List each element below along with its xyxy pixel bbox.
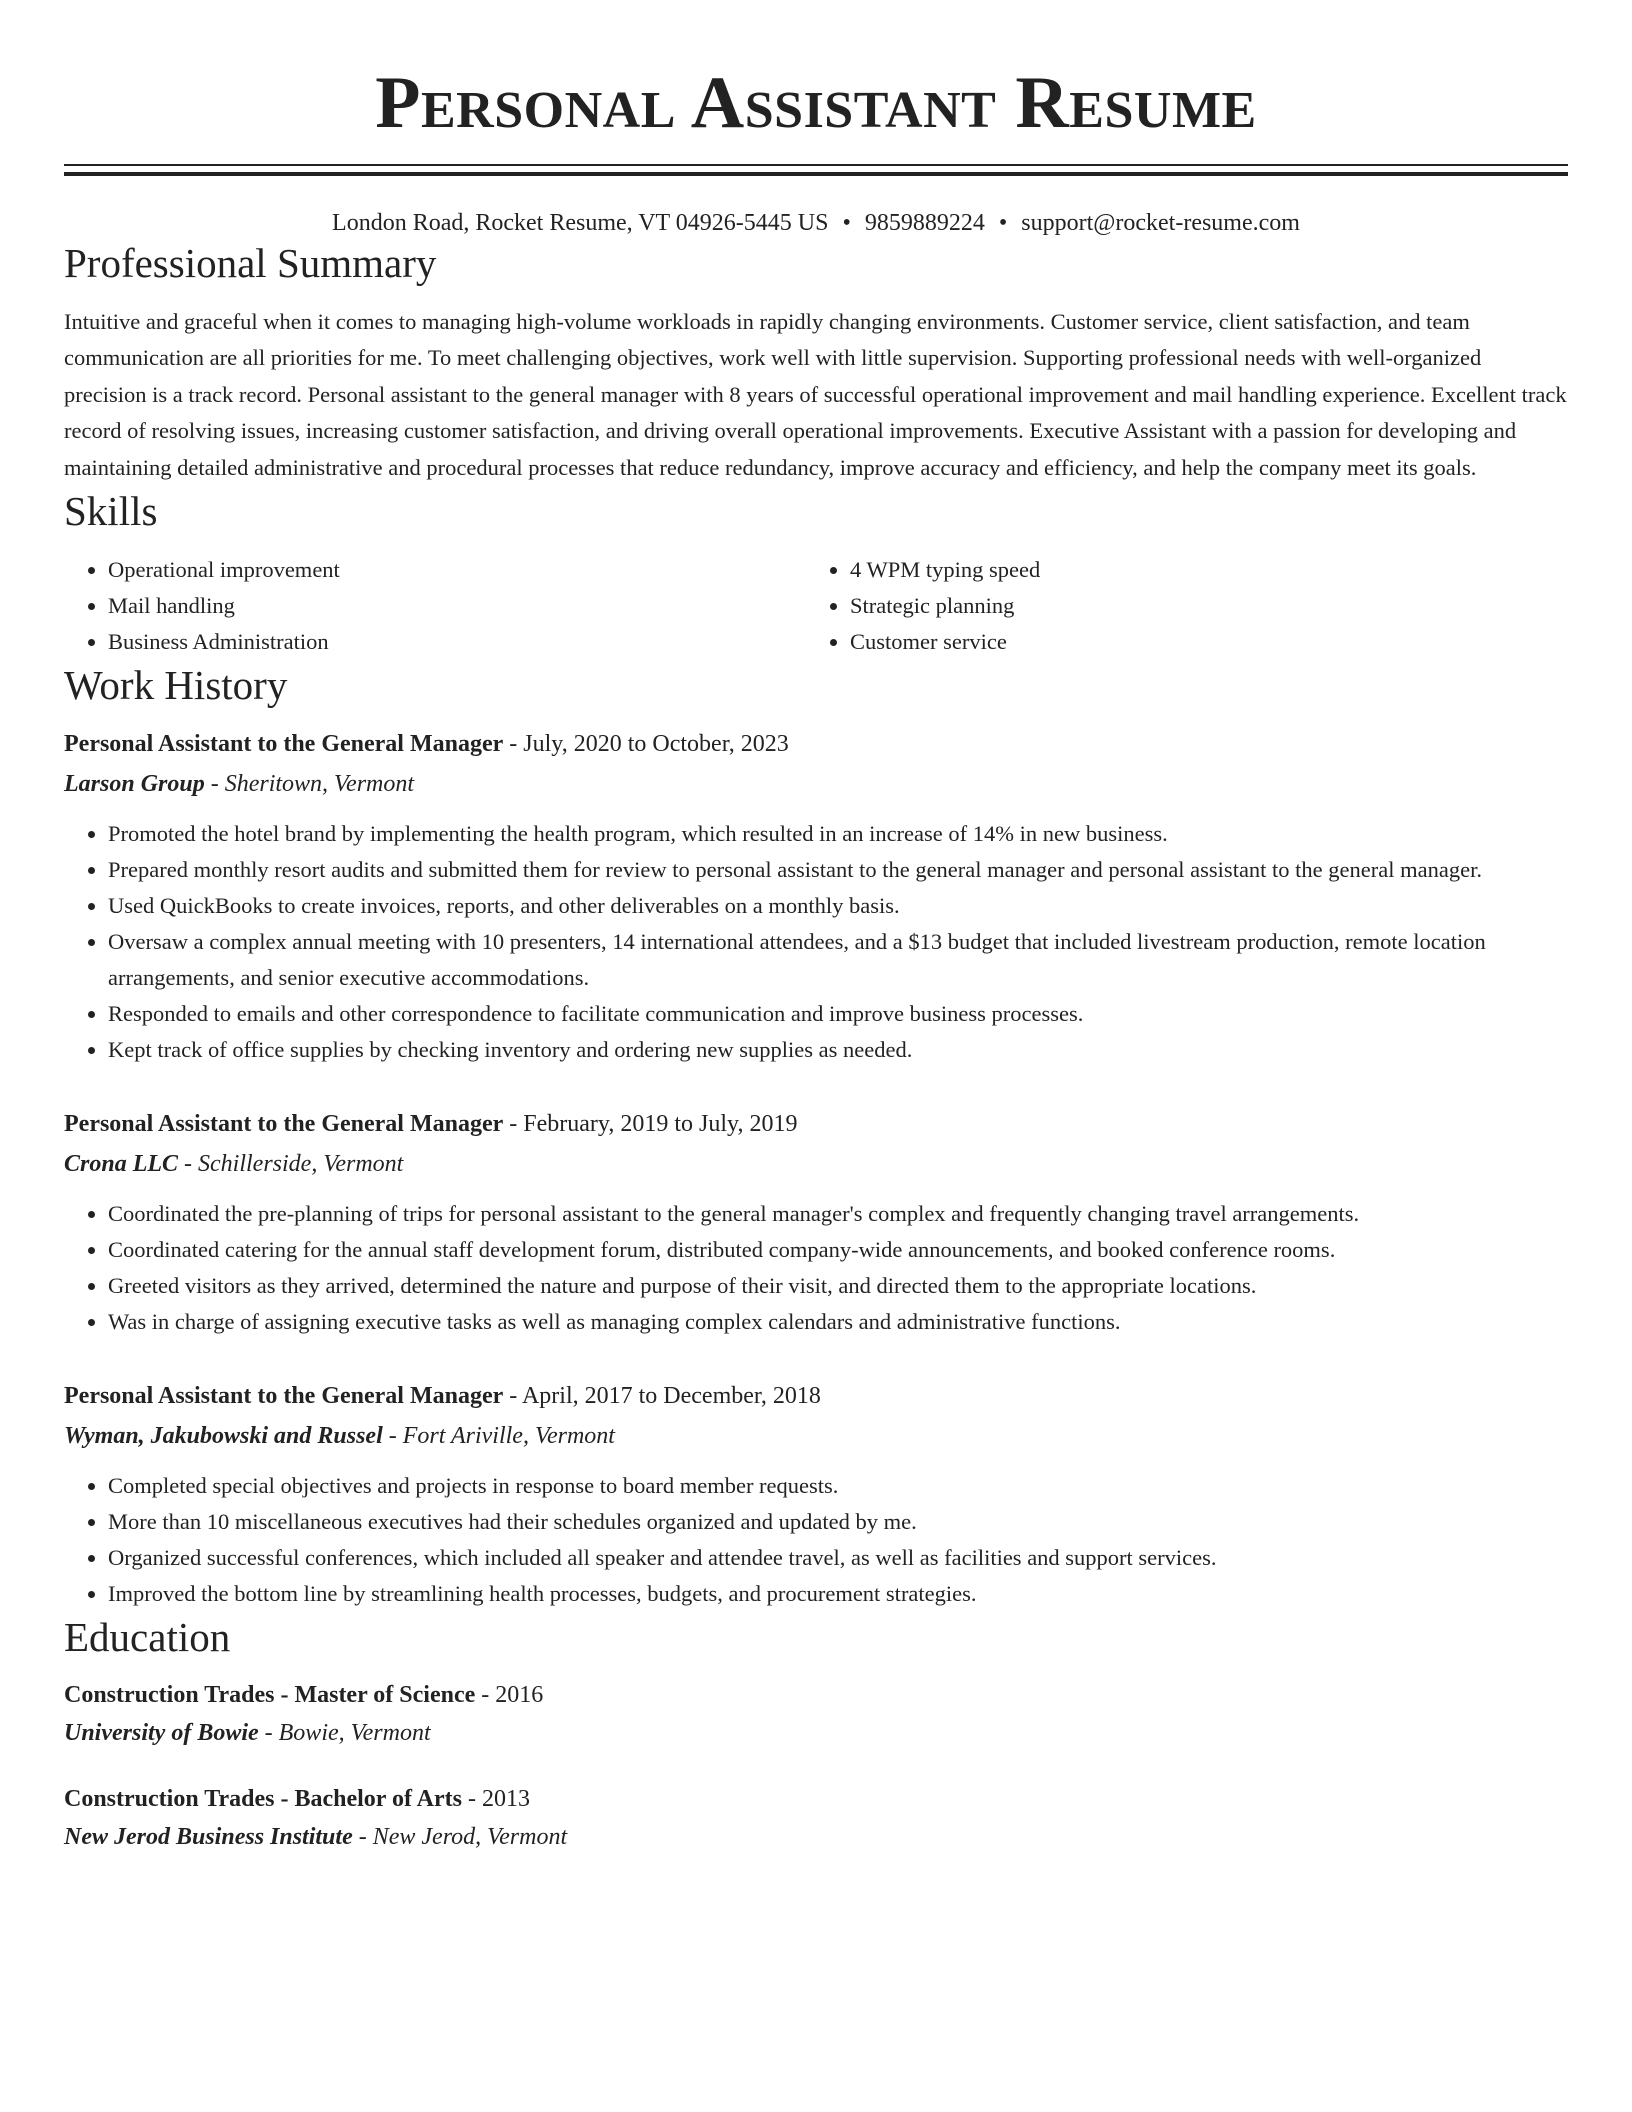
job-role: Personal Assistant to the General Manager xyxy=(64,1111,504,1138)
school-location: - New Jerod, Vermont xyxy=(352,1824,568,1851)
job-bullet: • Was in charge of assigning executive tasks as well as managing complex calendars and administrative functions. xyxy=(108,1304,1568,1340)
contact-phone: 9859889224 xyxy=(864,210,985,236)
job-location: - Fort Ariville, Vermont xyxy=(382,1423,615,1450)
skills-grid xyxy=(64,552,1568,660)
job-bullets xyxy=(64,1468,1568,1612)
degree-year: - 2016 xyxy=(475,1682,544,1709)
job-bullet: • Coordinated the pre-planning of trips for personal assistant to the general manager's complex and frequently changing travel arrangements. xyxy=(108,1196,1568,1232)
job-dates: - April, 2017 to December, 2018 xyxy=(503,1383,821,1410)
job-bullet: • Promoted the hotel brand by implementing the health program, which resulted in an increase of 14% in new business. xyxy=(108,816,1568,852)
summary-heading: Professional Summary xyxy=(64,240,437,286)
degree-name: Construction Trades - Master of Science xyxy=(64,1682,476,1709)
degree-line xyxy=(64,1676,1568,1714)
job-bullet: • Kept track of office supplies by checking inventory and ordering new supplies as needed. xyxy=(108,1032,1568,1068)
job-entry xyxy=(64,1104,1568,1340)
degree-name: Construction Trades - Bachelor of Arts xyxy=(64,1786,462,1813)
education-entry xyxy=(64,1780,1568,1856)
job-location: - Schillerside, Vermont xyxy=(178,1151,404,1178)
job-bullet: • Responded to emails and other correspondence to facilitate communication and improve business processes. xyxy=(108,996,1568,1032)
work-history-heading: Work History xyxy=(64,662,288,709)
job-bullet: • Completed special objectives and projects in response to board member requests. xyxy=(108,1468,1568,1504)
job-title-line xyxy=(64,724,1568,764)
job-entry xyxy=(64,1376,1568,1612)
job-bullets xyxy=(64,1196,1568,1340)
school-name: University of Bowie xyxy=(64,1720,259,1747)
contact-separator: • xyxy=(842,210,851,236)
job-entry xyxy=(64,724,1568,1068)
school-line xyxy=(64,1714,1568,1752)
title-double-rule xyxy=(64,164,1568,176)
skill-item: • Business Administration xyxy=(108,624,806,660)
job-bullet: • Improved the bottom line by streamlining health processes, budgets, and procurement strategies. xyxy=(108,1576,1568,1612)
skill-item: • Operational improvement xyxy=(108,552,806,588)
skill-item: • 4 WPM typing speed xyxy=(850,552,1548,588)
education-heading: Education xyxy=(64,1614,231,1661)
job-bullet: • Oversaw a complex annual meeting with 10 presenters, 14 international attendees, and a $13 budget that included livestream production, remote location arrangements, and senior executive accommodations. xyxy=(108,924,1568,996)
contact-line xyxy=(64,208,1568,238)
job-location: - Sheritown, Vermont xyxy=(204,771,415,798)
job-bullet: • Greeted visitors as they arrived, determined the nature and purpose of their visit, and directed them to the appropriate locations. xyxy=(108,1268,1568,1304)
job-role: Personal Assistant to the General Manager xyxy=(64,731,504,758)
skills-list-right xyxy=(806,552,1548,660)
skills-column-right xyxy=(806,552,1548,660)
job-bullet: • Organized successful conferences, which included all speaker and attendee travel, as well as facilities and support services. xyxy=(108,1540,1568,1576)
contact-email: support@rocket-resume.com xyxy=(1021,210,1300,236)
school-name: New Jerod Business Institute xyxy=(64,1824,353,1851)
school-line xyxy=(64,1818,1568,1856)
contact-separator: • xyxy=(998,210,1008,236)
job-title-line xyxy=(64,1104,1568,1144)
skill-item: • Customer service xyxy=(850,624,1548,660)
skills-heading: Skills xyxy=(64,488,158,535)
skill-item: • Strategic planning xyxy=(850,588,1548,624)
degree-year: - 2013 xyxy=(461,1786,530,1813)
job-company: Crona LLC xyxy=(64,1151,179,1178)
skill-item: • Mail handling xyxy=(108,588,806,624)
job-bullet: • Used QuickBooks to create invoices, reports, and other deliverables on a monthly basis. xyxy=(108,888,1568,924)
employer-line xyxy=(64,1416,1568,1456)
job-dates: - February, 2019 to July, 2019 xyxy=(503,1111,798,1138)
job-company: Wyman, Jakubowski and Russel xyxy=(64,1423,383,1450)
resume-title: Personal Assistant Resume xyxy=(375,62,1257,144)
job-bullets xyxy=(64,816,1568,1068)
skills-column-left xyxy=(64,552,806,660)
employer-line xyxy=(64,1144,1568,1184)
skills-list-left xyxy=(64,552,806,660)
education-entry xyxy=(64,1676,1568,1752)
job-company: Larson Group xyxy=(64,771,205,798)
job-title-line xyxy=(64,1376,1568,1416)
school-location: - Bowie, Vermont xyxy=(258,1720,431,1747)
degree-line xyxy=(64,1780,1568,1818)
job-role: Personal Assistant to the General Manager xyxy=(64,1383,504,1410)
contact-address: London Road, Rocket Resume, VT 04926-5445 US xyxy=(332,210,829,236)
job-bullet: • Prepared monthly resort audits and submitted them for review to personal assistant to the general manager and personal assistant to the general manager. xyxy=(108,852,1568,888)
job-bullet: • Coordinated catering for the annual staff development forum, distributed company-wide announcements, and booked conference rooms. xyxy=(108,1232,1568,1268)
employer-line xyxy=(64,764,1568,804)
summary-text: Intuitive and graceful when it comes to managing high-volume workloads in rapidly changing environments. Customer service, client satisfaction, and team communication are all priorities for me. To meet challenging objectives, work well with little supervision. Supporting professional needs with well-organized precision is a track record. Personal assistant to the general manager with 8 years of successful operational improvement and mail handling experience. Excellent track record of resolving issues, increasing customer satisfaction, and driving overall operational improvements. Executive Assistant with a passion for developing and maintaining detailed administrative and procedural processes that reduce redundancy, improve accuracy and efficiency, and help the company meet its goals. xyxy=(64,309,1567,480)
job-bullet: • More than 10 miscellaneous executives had their schedules organized and updated by me. xyxy=(108,1504,1568,1540)
job-dates: - July, 2020 to October, 2023 xyxy=(503,731,789,758)
